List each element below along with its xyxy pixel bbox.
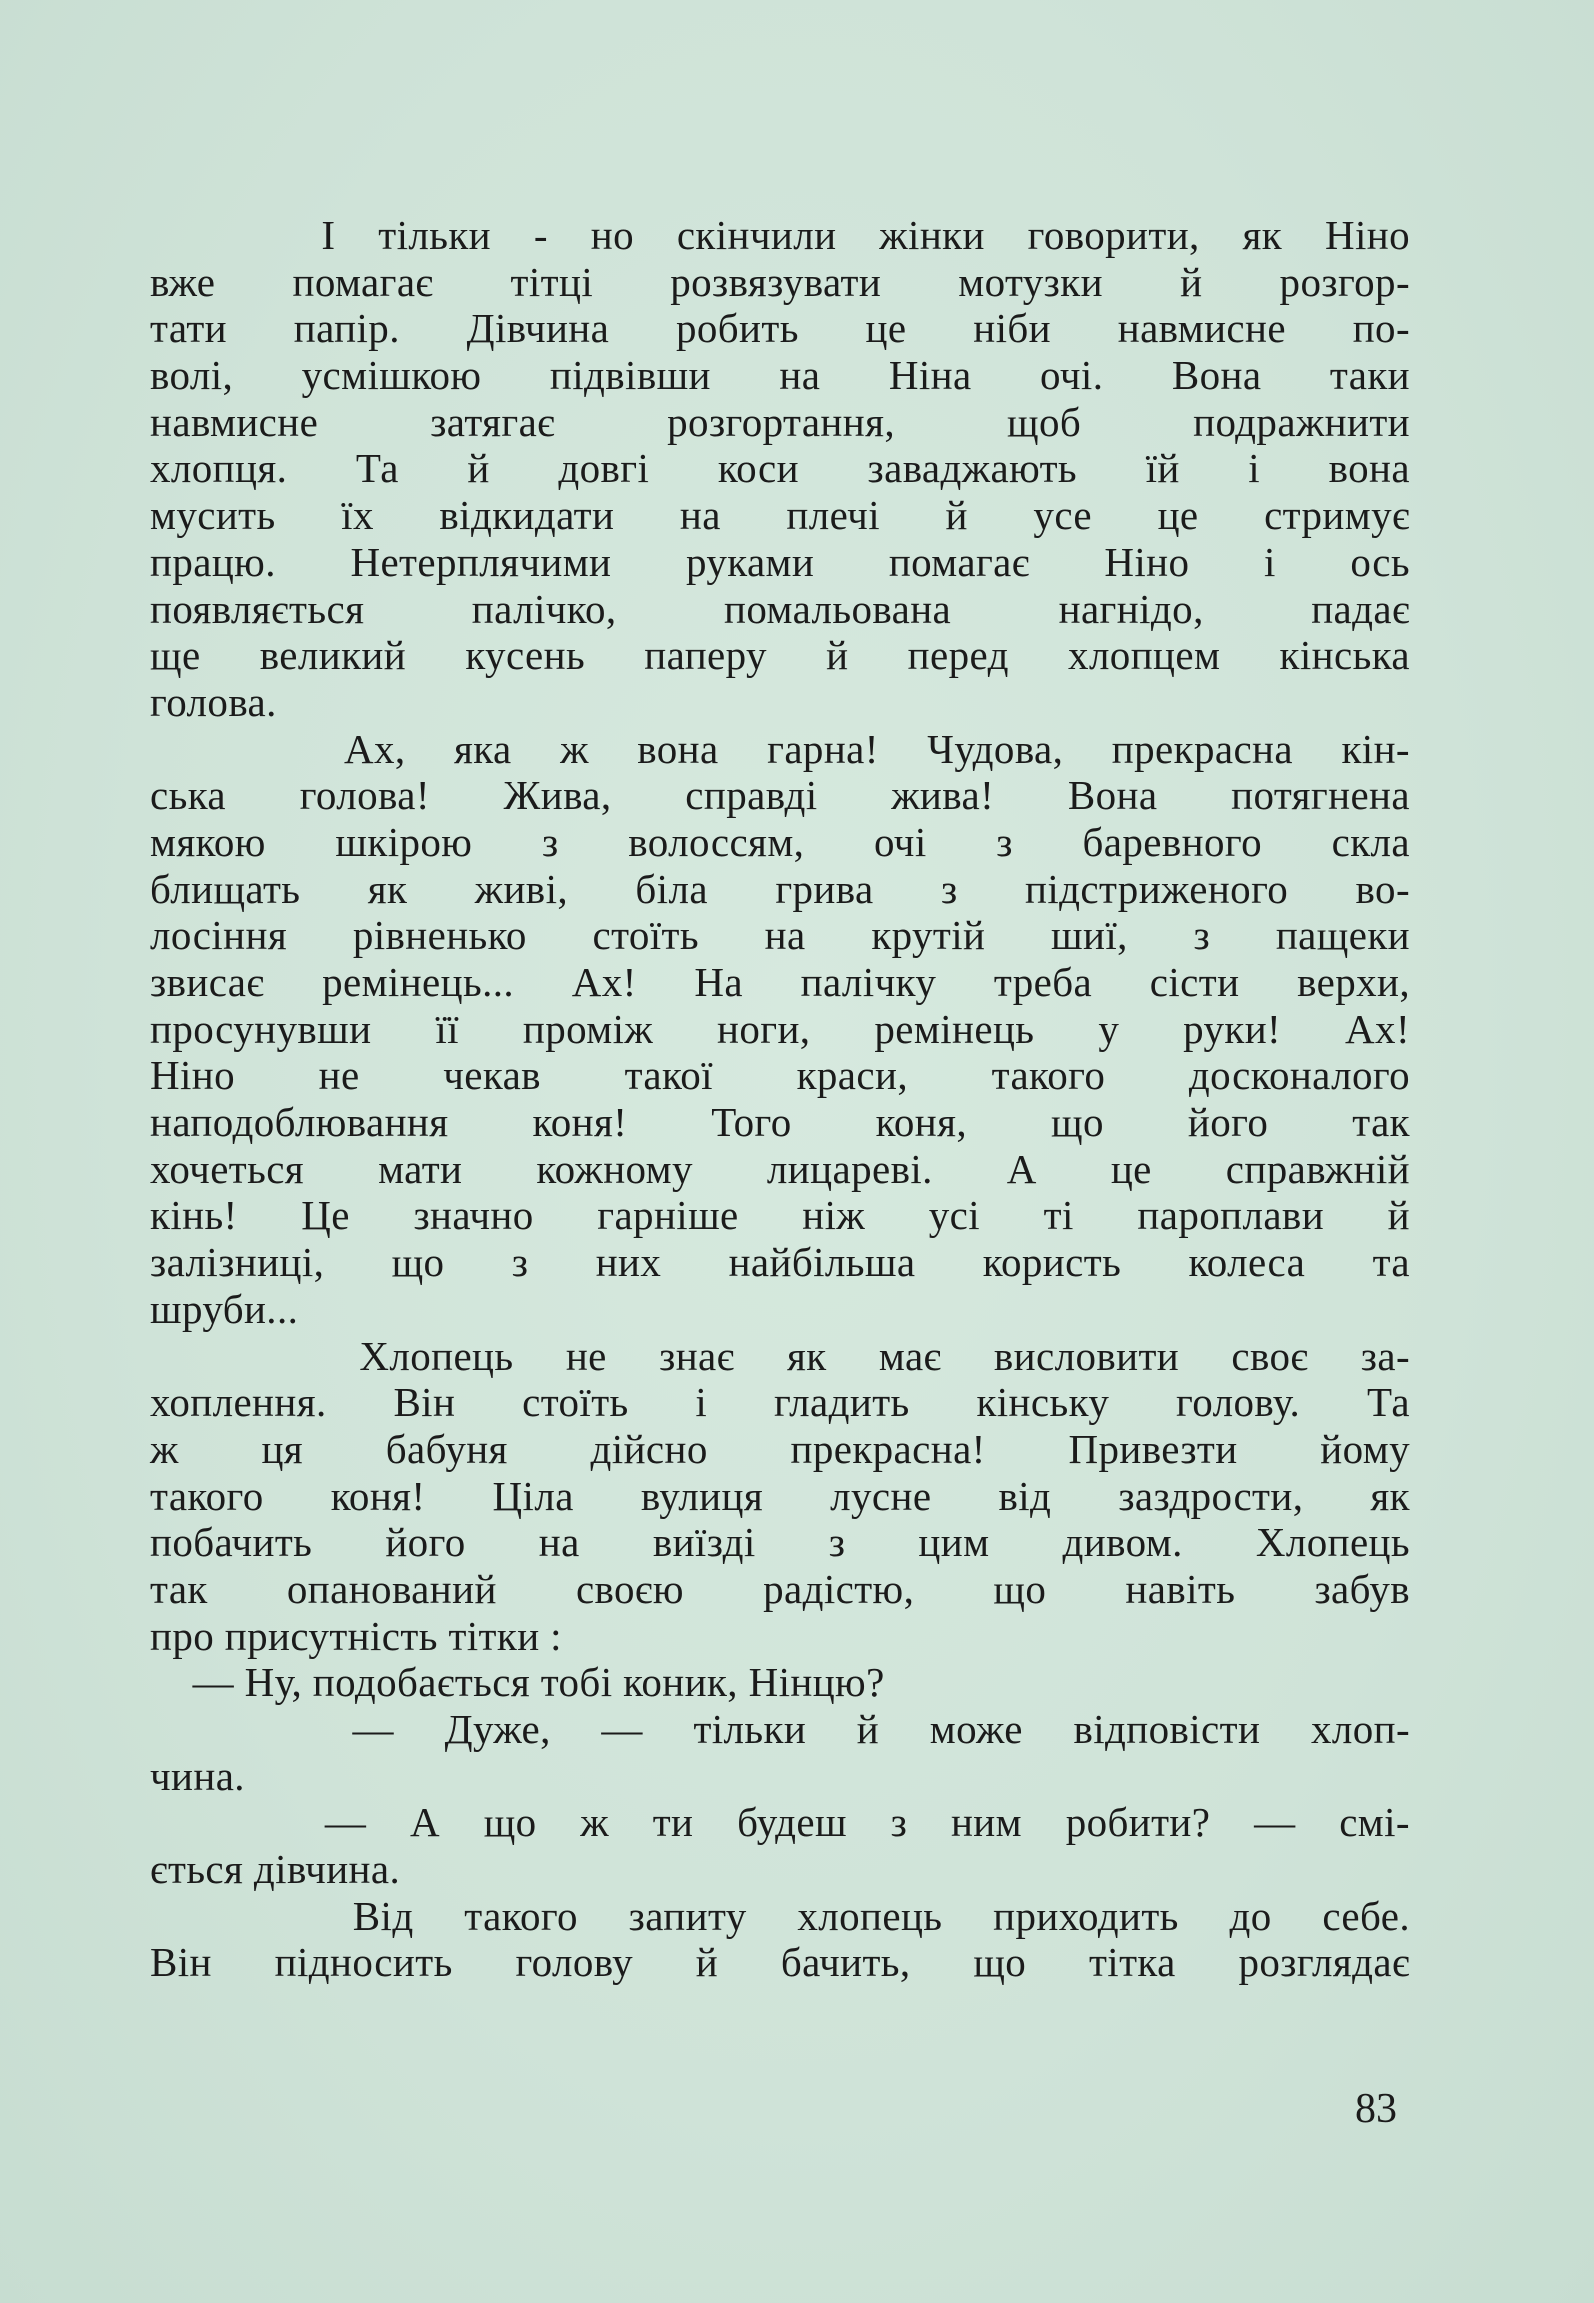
- text-line: блищать як живі, біла грива з підстриженого во-: [150, 865, 1410, 912]
- text-line: Ах, яка ж вона гарна! Чудова, прекрасна кін-: [150, 725, 1410, 772]
- text-line: волі, усмішкою підвівши на Ніна очі. Вона таки: [150, 352, 1410, 399]
- text-line: так опанований своєю радістю, що навіть забув: [150, 1565, 1410, 1612]
- text-line: наподоблювання коня! Того коня, що його так: [150, 1099, 1410, 1146]
- text-line: — А що ж ти будеш з ним робити? — смі-: [150, 1799, 1410, 1846]
- text-line: Ніно не чекав такої краси, такого досконалого: [150, 1052, 1410, 1099]
- text-line: кінь! Це значно гарніше ніж усі ті пароплави й: [150, 1192, 1410, 1239]
- text-line: І тільки - но скінчили жінки говорити, як Ніно: [150, 212, 1410, 258]
- text-line: ська голова! Жива, справді жива! Вона потягнена: [150, 772, 1410, 819]
- text-line: мусить їх відкидати на плечі й усе це стримує: [150, 492, 1410, 539]
- text-line: ще великий кусень паперу й перед хлопцем кінська: [150, 632, 1410, 679]
- text-line: Він підносить голову й бачить, що тітка розглядає: [150, 1939, 1410, 1986]
- text-line: чина.: [150, 1752, 245, 1799]
- text-line: Від такого запиту хлопець приходить до себе.: [150, 1892, 1410, 1939]
- text-line: шруби...: [150, 1285, 299, 1332]
- text-line: просунувши її проміж ноги, ремінець у руки! Ах!: [150, 1005, 1410, 1052]
- text-line: хоплення. Він стоїть і гладить кінську голову. Та: [150, 1379, 1410, 1426]
- text-line: Хлопець не знає як має висловити своє за-: [150, 1332, 1410, 1379]
- text-line: про присутність тітки :: [150, 1612, 562, 1659]
- body-text: [150, 212, 1410, 1986]
- text-line: голова.: [150, 678, 277, 725]
- text-line: звисає ремінець... Ах! На палічку треба сісти верхи,: [150, 959, 1410, 1005]
- page-number: 83: [1355, 2086, 1397, 2132]
- text-line: побачить його на виїзді з цим дивом. Хлопець: [150, 1519, 1410, 1566]
- text-line: працю. Нетерплячими руками помагає Ніно і ось: [150, 538, 1410, 585]
- text-line: ється дівчина.: [150, 1846, 401, 1893]
- text-line: — Ну, подобається тобі коник, Нінцю?: [150, 1659, 885, 1706]
- text-line: хлопця. Та й довгі коси заваджають їй і вона: [150, 445, 1410, 492]
- text-line: хочеться мати кожному лицареві. А це справжній: [150, 1145, 1410, 1192]
- text-line: навмисне затягає розгортання, щоб подражнити: [150, 398, 1410, 445]
- text-line: ж ця бабуня дійсно прекрасна! Привезти йому: [150, 1425, 1410, 1472]
- text-line: появляється палічко, помальована нагнідо, падає: [150, 585, 1410, 632]
- text-line: — Дуже, — тільки й може відповісти хлоп-: [150, 1706, 1410, 1752]
- text-line: вже помагає тітці розвязувати мотузки й розгор-: [150, 258, 1410, 305]
- text-line: лосіння рівненько стоїть на крутій шиї, з пащеки: [150, 912, 1410, 959]
- text-line: мякою шкірою з волоссям, очі з баревного скла: [150, 818, 1410, 865]
- text-line: такого коня! Ціла вулиця лусне від заздрости, як: [150, 1472, 1410, 1519]
- text-line: тати папір. Дівчина робить це ніби навмисне по-: [150, 305, 1410, 352]
- text-line: залізниці, що з них найбільша користь колеса та: [150, 1239, 1410, 1286]
